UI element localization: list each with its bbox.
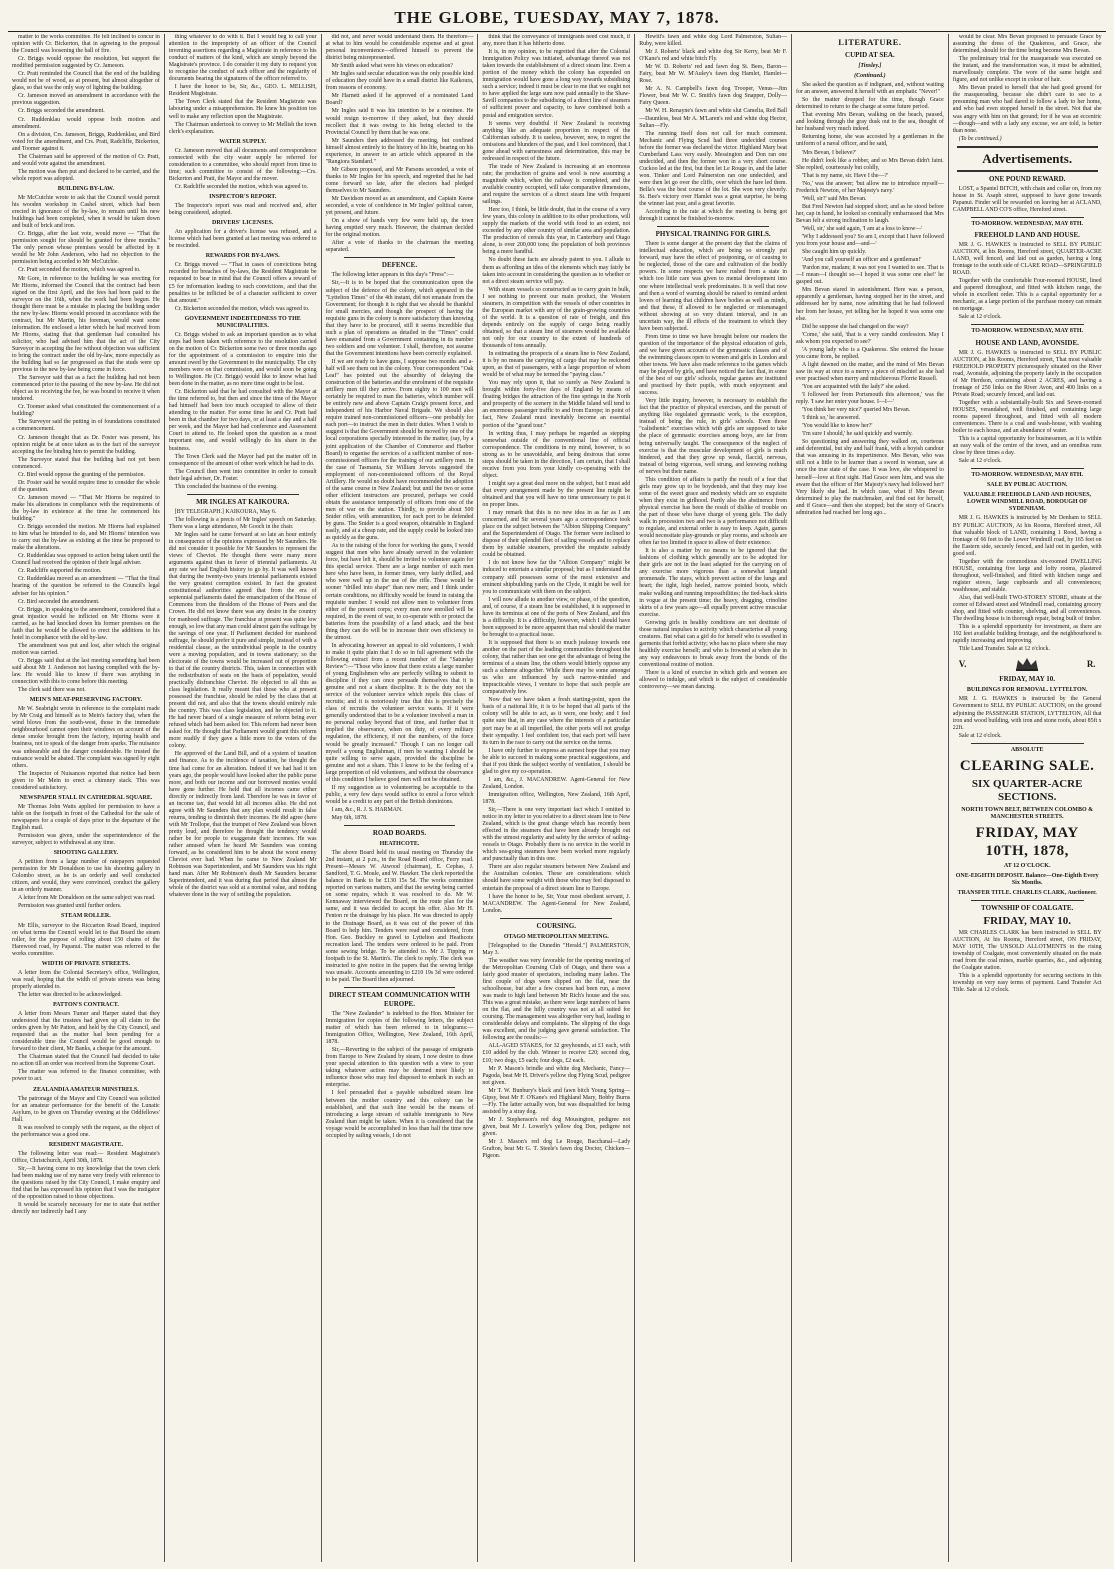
paragraph: He didn't look like a robber, and so Mrs Bevan didn't faint. She replied, courteously but coldly, [795, 157, 944, 171]
section-heading: DRIVERS' LICENSES. [212, 220, 274, 227]
section-heading: TO-MORROW. WEDNESDAY, MAY 8TH. [971, 472, 1084, 479]
paragraph: The weather was very favorable for the opening meeting of the Metropolitan Coursing Club of Otago, and there was a fairly good muster of spectators, including many ladies. The first couple of dogs were slipped on the flat, near the schoolhouse, but after a few courses had been run, a move was made to high land between Mr Rich's house and the sea. This was a great mistake, as there were large numbers of hares on the flat, and the hilly country was not at all suited for coursing. The management was altogether very bad, leading to considerable delays and complaints. The slipping of the dogs was excellent, and the judging gave general satisfaction. The following are the results:— [482, 957, 631, 1042]
column-6 [792, 34, 949, 1562]
section-heading: TO-MORROW. WEDNESDAY, MAY 8TH. [971, 220, 1084, 227]
paragraph: Mr Gore, in reference to the building he was erecting for Mr Hiorns, informed the Council that the contract had been signed on the first April, and the fees had been paid to the surveyor on the 16th, when the work had been begun. He thought there must be a mistake in placing the building under the new by-law. Hiorns would proceed in accordance with the contract, but Mr Martin, his foreman, would want some information. He enclosed a letter which he had received from Mr Hiorns, stating that that gentleman had consulted his solicitor, who had advised him that the act of the City Surveyor in accepting the fee without objection was sufficient to bring the contract under the old by-law, more especially as the building had so far progressed as that the studs were up previous to the new by-law being come in force. [12, 275, 160, 374]
paragraph: The Surveyor stated that the building had not yet been commenced. [12, 456, 160, 470]
paragraph: So questioning and answering they walked on, courteous and deferential, but shy and half frank, with a boyish candour that was amusing in its impertinence. Mrs Bevan, who was still not a little to be learner than a sword in woman, saw at once the true state of the case. It was love, she whispered to herself—love at first sight. Had Grace seen him, and was she aware that the officer of Her Majesty's navy had followed her? Very likely she had. In which case, what if Mrs Bevan determined to play the matchmaker, and find out for herself, and if Grace—and then she stopped; but the story of Grace's admiration had reached her long ago... [795, 439, 944, 516]
paragraph: A letter from Mr Donaldson on the same subject was read. [18, 895, 156, 902]
section-heading: HOUSE AND LAND, AVONSIDE. [975, 338, 1079, 347]
paragraph: Mr P. Mason's brindle and white dog Mechanic, Fancy—Pagoda, beat Mr H. Driver's yellow dog Flying Scud, pedigree not given. [482, 1065, 631, 1086]
paragraph: Sir,—It having come to my knowledge that the town clerk had been making use of my name very freely with reference to the questions raised by the City Council, I make enquiry and find that he has expressed his opinion that I was the instigator of the opposition raised to those objections. [12, 1165, 160, 1201]
paragraph: Together with a substantially-built Six and Seven-roomed HOUSES, verandahed, well finished, and containing large rooms papered throughout, and fitted with all modern conveniences. There is a coal and wash-house, with washing boiler to each house, and an abundance of water. [952, 399, 1102, 435]
paragraph: Mr J. Mason's red dog Le Rouge, Bacchanal—Lady Grafton, beat Mr G. T. Steele's fawn dog Doctor, Chicken—Pigeon. [482, 1139, 631, 1160]
paragraph: Dr. Foster said he would require time to consider the whole of the question. [12, 479, 160, 493]
paragraph: Title Land Transfer. Sale at 12 o'clock. [958, 646, 1050, 653]
paragraph: But Fred Newton had stopped short; and as he stood before her, cap in hand, he looked so comically embarrassed that Mrs Bevan felt a strong inclination to laugh. [795, 203, 944, 224]
section-heading: ONE-EIGHTH DEPOSIT. Balance—One-Eighth Every Six Months. [955, 872, 1099, 886]
paragraph: With steam vessels so constructed as to carry grain in bulk, I see nothing to prevent our main product, the Western steamers, in competition with the vessels of other countries in the European market with any of the grain-growing countries of the world. It is a question of rate of freight, and this depends entirely on the supply of cargo being readily obtained, so that a steam line of steamers would be available not only for our country to the extent of hundreds of thousands of tons annually. [482, 286, 631, 350]
section-heading: COURSING. [536, 921, 577, 930]
paragraph: A letter from Messrs Tumer and Harper stated that they understood that the trustees had given up all claim to the orders given by Mr Patton, and held by the City Council, and requested that as the matter had been pending for a considerable time the Council would be good enough to forward to their client, Mr Banks, a cheque for the amount. [12, 1011, 160, 1053]
separator-rule [500, 918, 612, 919]
paragraph: Sir,—Reverting to the subject of the passage of emigrants from Europe to New Zealand by steam, I now desire to draw your special attention to this question with a view to your taking whatever action may be deemed most likely to influence those who may feel disposed to embark in such an enterprise. [325, 1047, 474, 1089]
section-heading: WATER SUPPLY. [219, 138, 267, 145]
paragraph: I have the honor to be, Sir, &c., GEO. L. MELLISH, Resident Magistrate. [168, 84, 317, 98]
section-heading: DEFENCE. [381, 261, 418, 270]
paragraph: Cr. Jameson moved — "That Mr Hiorns be required to make his alterations in compliance with the requirements of the by-law in existence at the time he commenced his building." [12, 494, 160, 523]
paragraph: The Town Clerk said the Mayor had put the matter off in consequence of the amount of other work which he had to do. [168, 453, 317, 467]
paragraph: Hewitt's fawn and white dog Lord Palmerston, Sultan—Ruby, were killed. [639, 34, 787, 48]
paragraph: 'You are acquainted with the lady?' she asked. [801, 383, 910, 390]
paragraph: MR CHARLES CLARK has been instructed to SELL BY AUCTION, At his Rooms, Hereford street, ON FRIDAY, MAY 10TH, The UNSOLD ALLOTMENTS in the rising township of Coalgate, most conveniently situated on the main road from the coal mines, marble quarries, &c., and adjoining the Coalgate station. [952, 930, 1102, 972]
paragraph: Together with the commodious six-roomed DWELLING HOUSE, containing five large and lofty rooms, plastered throughout, well-finished, and fitted with kitchen range and register stoves, large cupboards and all conveniences; washhouse, and stable. [952, 558, 1102, 593]
paragraph: Mrs Bevan prated to herself that she had good ground for the masquerading, because she didn't care to see to a presuming man who had dared to follow a lady to her home, and who had even stopped herself in the street. Not that she was angry with him on that ground; for if he was an eccentric—though—and with a lady any excuse, we are told, is better than none. [952, 85, 1102, 134]
paragraph: A letter from the Colonial Secretary's office, Wellington, was read, hoping that the width of private streets was being properly attended to. [12, 969, 160, 990]
paragraph: I am, &c., J. MACANDREW. Agent-General for New Zealand, London. [482, 776, 631, 790]
paragraph: According to the rate at which the meeting is being got through it cannot be finished to-morrow. [639, 209, 787, 223]
paragraph: Cr. Ruddenklau would oppose both motion and amendment. [12, 116, 160, 130]
paragraph: matter to the works committee. He felt inclined to concur in opinion with Cr. Bickerton, that in agreeing to the proposal the Council was loosening the ball of fire. [12, 34, 160, 55]
paragraph: The following letter was read:— Resident Magistrate's Office, Christchurch, April 30th, 1878. [12, 1150, 160, 1164]
paragraph: MR J. G. HAWKES is instructed by the General Government to SELL BY PUBLIC AUCTION, on the ground adjoining the PASSENGER STATION, LYTTELTON, All that iron and wood building, with iron and stone roofs, about 85ft x 22ft. [952, 696, 1102, 731]
paragraph: She asked the question as if indignant, and, without waiting for an answer, answered it herself with an emphatic "Never!" [795, 82, 944, 96]
paragraph: Also, that well-built TWO-STOREY STORE, situate at the corner of Edward street and Windmill road, containing grocery shop, and fitted with counter, shelving, and all conveniences. The dwelling house is in thorough repair, being built of timber. [952, 595, 1102, 623]
paragraph: There is some danger at the present day that the claims of intellectual education, which are being so strongly put forward, may have the effect of postponing, or of causing to be neglected, those of the care and cultivation of the bodily powers. In some respects we have rushed from a state in which too little care was given to mental development into one where intellectual work predominates. It is well that now and then a word of warning should be raised to remind ardent lovers of learning that children have bodies as well as minds, and that these, if allowed to be neglected or mismanaged without showing at so very distant interval, and in an uncertain way, the ill effects of the treatment to which they have been subjected. [639, 241, 787, 332]
paragraph: Mr McCutchie wrote to ask that the Council would permit his wooden workshop in Cashel street, which had been erected in ignorance of the by-law, to remain until his new buildings had been completed, when it would be taken down and built of brick and iron. [12, 194, 160, 230]
paragraph: On a show of hands very few were held up, the town having emptied very much. However, the chairman decided for the original motion. [325, 218, 474, 239]
paragraph: So the matter dropped for the time, though Grace determined to return to the charge at some future period. [795, 97, 944, 111]
section-heading: SALE BY PUBLIC AUCTION. [986, 482, 1068, 489]
paragraph: Together with the comfortable Four-roomed HOUSE, lined and papered throughout, and fitted with kitchen range, the whole in excellent order. This is a capital opportunity for a mechanic, as a large portion of the purchase money can remain on mortgage. [952, 278, 1102, 313]
paragraph: Mr Ingles said secular education was the only possible kind of education they could have in a small district like Kaikoura, from reasons of economy. [325, 71, 474, 92]
paragraph: This is a splendid opportunity for securing sections in this township on very easy terms of payment. Land Transfer Act Title. Sale at 12 o'clock. [952, 973, 1102, 994]
paragraph: The Surveyor said the putting in of foundations constituted a commencement. [12, 419, 160, 433]
paragraph: Cr. Jameson thought that as Dr. Foster was present, his opinion might be at once taken as to the fact of the surveyor accepting the fee binding him to permit the building. [12, 434, 160, 455]
paragraph: did not, and never would understand them. He therefore—at what to him would be considerable expense and at great personal inconvenience—offered himself to prevent the district being misrepresented. [325, 34, 474, 62]
paragraph: Mr Ellis, surveyor to the Riccarton Road Board, inquired on what terms the Council would let to that Board the steam roller, for the purpose of rolling about 150 chains of the Harewood road, by Papanui. The matter was referred to the works committee. [12, 922, 160, 957]
paragraph: Permission was granted until further orders. [18, 903, 122, 910]
paragraph: 'A young lady who is a Quakeress. She entered the house you came from, he replied. [795, 346, 944, 360]
paragraph: That evening Mrs Bevan, walking on the beach, paused, and looking through the gray dusk out to the sea, thought of her husband very much indeed. [795, 112, 944, 133]
paragraph: It is supposed that there is so much jealousy towards one another on the part of the leading communities throughout the colony, that rather than see one get the advantage of being the terminus of a steam line, the others would bitterly oppose any such a scheme altogether. While there may be some amongst us who are influenced by such narrow-minded and impracticable views, I venture to hope that such people are comparatively few. [482, 639, 631, 696]
section-heading: CUPID AT SEA. [845, 51, 895, 59]
paragraph: 'You think her very nice?' queried Mrs Bevan. [801, 407, 911, 414]
separator-rule [344, 257, 456, 258]
paragraph: Mr Harnett asked if he approved of a nominated Land Board? [325, 93, 474, 107]
separator-rule [971, 743, 1084, 744]
section-heading: BUILDINGS FOR REMOVAL. LYTTELTON. [966, 687, 1088, 694]
ad-headline: FRIDAY, MAY 10. [983, 915, 1071, 928]
paragraph: (To be continued.) [958, 135, 1002, 142]
section-heading: DIRECT STEAM COMMUNICATION WITH EUROPE. [328, 990, 470, 1008]
section-heading: PATTON'S CONTRACT. [52, 1002, 119, 1008]
section-heading: LITERATURE. [838, 37, 902, 47]
column-1 [8, 34, 165, 1562]
paragraph: 'Pardon me, madam; it was not you I wanted to see. That is—I mean—I thought so—I hoped it was some one else!' he gasped out. [795, 265, 944, 286]
paragraph: Cr. Jameson moved an amendment in accordance with the previous suggestion. [12, 93, 160, 107]
section-heading: ONE POUND REWARD. [988, 174, 1066, 183]
paragraph: The patronage of the Mayor and City Council was solicited for an amateur performance for the benefit of the Lunatic Asylum, to be given on Thursday evening at the Oddfellows' Hall. [12, 1095, 160, 1123]
separator-rule [971, 217, 1084, 218]
paragraph: As to the raising of the force for working the guns, I would suggest that men who have already served in the volunteer force, but have left it, should be invited to volunteer again for this special service. There are a large number of such men here who have been, in former times, very fairly drilled, and who were well up in the use of the rifle. These would be sooner "drilled into shape" than new men; and I think under certain conditions, no difficulty would be found in raising the requisite number. I would not allow men to volunteer from either of the present corps; every man now enrolled will be required, in the event of war, to co-operate with or protect the batteries from the possibility of a land attack, and the best thing they can do will be to increase their own efficiency to the utmost. [325, 543, 474, 641]
paragraph: Mr Thomas John Watts applied for permission to have a table on the footpath in front of the Cathedral for the sale of newspapers for a couple of days prior to the departure of the English mail. [12, 803, 160, 831]
paragraph: Mr J. Roberts' black and white dog Sir Kerry, beat Mr F. O'Kane's red and white bitch Fly. [639, 49, 787, 63]
paragraph: It is also a matter by no means to be ignored that the fashions of clothing which generally are to be adopted for their girls are not in the least adapted for the carrying on of any exercise more vigorous than a somewhat languid promenade. The stays, which prevent action of the lungs and heart; the tight, high heeled, narrow pointed boots, which make walking and running impossibilities; the tied-back skirts in vogue at the present time; the heavy, dragging, crinoline skirts of a few years ago—all equally prevent active muscular exercise. [639, 548, 787, 618]
paragraph: I do not know how far the "Albion Company" might be induced to entertain a similar proposal; but as I understand the company still possesses some of the most extensive and eminent shipbuilding yards on the Clyde, it might be well for you to communicate with them on the subject. [482, 560, 631, 595]
paragraph: The Surveyor said that as a fact the building had not been commenced prior to the passing of the new by-law. He did not object as to receiving the fee, he was bound to receive it when tendered. [12, 375, 160, 403]
paragraph: 'Mrs Bevan, I believe?' [801, 149, 857, 156]
paragraph: Mr T. W. Bunbury's black and fawn bitch Young Spring—Gipsy, beat Mr F. O'Kane's red Highland Mary, Bobby Burns—Fly. The latter actually won, but was disqualified for being assisted by a stray dog. [482, 1087, 631, 1115]
paragraph: I am, &c., R. J. S. HARMAN. [331, 806, 403, 813]
paragraph: Growing girls in healthy conditions are not destitute of those natural impulses to activity which characterise all young creatures. But what can a girl do for herself who is swathed in garments that forbid activity; who has no place where she may healthily exercise herself; and who is frowned at when she in any way endeavours to break away from the bonds of the conventional routine of motion. [639, 619, 787, 668]
paragraph: Mr Ingles said it was his intention to be a nominee. He would resign to-morrow if they asked, but they should recollect that it was owing to his being elected to the Provincial Council by them that he was one. [325, 108, 474, 136]
paragraph: Cr. Bird seconded the amendment. [18, 598, 100, 605]
separator-rule [657, 226, 769, 227]
paragraph: Cr. Briggs said that at the last meeting something had been said about Mr J. Anderson not having complied with the by-law. He would like to know if there was anything in connection with this to come before this meeting. [12, 657, 160, 686]
separator-rule [187, 494, 299, 495]
section-heading: FREEHOLD LAND AND HOUSE. [974, 230, 1080, 239]
paragraph: would be clear. Mrs Bevan proposed to persuade Grace by assuming the dress of the Quakeress, and Grace, she determined, should for the time being become Mrs Bevan. [952, 34, 1102, 55]
paragraph: Mr Gibson proposed, and Mr Parsons seconded, a vote of thanks to Mr Ingles for his speech, and regretted that he had come forward so late, after the electors had pledged themselves to Mr Saunders. [325, 166, 474, 194]
section-heading: RESIDENT MAGISTRATE. [48, 1141, 123, 1148]
section-heading: ROAD BOARDS. [372, 829, 427, 838]
paragraph: The amendment was put and lost, after which the original motion was carried. [12, 642, 160, 656]
paragraph: I may remark that this is no new idea in as far as I am concerned, and Sir several years ago a correspondence took place on the subject between the "Albion Shipping Company" and the Superintendent of Otago. The former were inclined to dispose of their splendid fleet of sailing vessels and to replace them by suitable steamers, provided the requisite subsidy could be obtained. [482, 510, 631, 559]
paragraph: Cr. Jameson moved that all documents and correspondence connected with the city water supply be referred for consideration to a committee, who should report from time to time; such committee to consist of the following:—Crs. Bickerton and Pratt, the Mayor and the mover. [168, 147, 317, 182]
paragraph: Mr W. H. Renayne's fawn and white slut Camelia, Red Ball—Dauntless, beat Mr A. M'Laren's red and white dog Hector, Sultan—Fly. [639, 108, 787, 129]
paragraph: It seems very doubtful if New Zealand is receiving anything like an adequate proportion in respect of the Californian subsidy. It is useless, however, now, to regret the omissions and blunders of the past, and I feel convinced, that I gone ahead with earnestness and determination, this may be redressed in respect of the future. [482, 120, 631, 162]
paragraph: Cr. Radcliffe supported the motion. [18, 568, 102, 575]
paragraph: Mr J. Stephenson's red dog Mousington, pedigree not given, beat Mr J. Lowerly's yellow dog Don, pedigree not given. [482, 1116, 631, 1137]
section-heading: OTAGO METROPOLITAN MEETING. [503, 933, 609, 940]
paragraph: The motion was then put and declared to be carried, and the whole report was adopted. [12, 168, 160, 182]
paragraph: In writing thus, I may perhaps be regarded as stepping somewhat outside of the conventional line of official correspondence. The conditions in my mind, however, is so strong as to be unavoidable, and being desirous that some steps should be taken in the direction, I am certain, that I shall receive from you from your kindly co-operating with the object. [482, 430, 631, 479]
section-heading: VALUABLE FREEHOLD LAND AND HOUSES, LOWER WINDMILL ROAD, BOROUGH OF SYDENHAM. [963, 492, 1092, 513]
paragraph: The Inspector of Nuisances reported that notice had been given to Mr Mein to erect a chimney stack. This was considered satisfactory. [12, 770, 160, 791]
column-7 [949, 34, 1106, 1562]
paragraph: ALL-AGED STAKES, for 32 greyhounds, at £1 each, with £10 added by the club. Winner to receive £20; second dog, £10; two dogs, £5 each; four dogs, £2 each. [482, 1043, 631, 1064]
paragraph: The Town Clerk stated that the Resident Magistrate was labouring under a misapprehension. He knew his position too well to make any reflection upon the Magistrate. [168, 99, 317, 120]
ad-headline-large: FRIDAY, MAY 10TH, 1878, [975, 824, 1079, 859]
paragraph: Cr. Pratt seconded the motion, which was agreed to. [18, 267, 141, 274]
paragraph: Mr Davidson moved as an amendment, and Captain Keene seconded, a vote of confidence in Mr Ingles' political career, yet present, and future. [325, 196, 474, 217]
advertisements-heading: Advertisements. [982, 150, 1073, 166]
section-heading: STEAM ROLLER. [61, 913, 111, 920]
paragraph: Mr W. Seabright wrote in reference to the complaint made by Mr Craig and himself as to Mein's factory that, when the wind blows from the south-west, those in the immediate neighbourhood cannot open their windows on account of the dense smoke brought from the factory, injuring health and business, not to speak of the danger from sparks. The nuisance was unbearable and the danger considerable. He trusted the nuisance would be abated. The complaint was signed by eight others. [12, 706, 160, 769]
paragraph: MR J. G. HAWKES is instructed by Mr Denham to SELL BY PUBLIC AUCTION, At his Rooms, Hereford street, All that valuable block of LAND, containing 1 Rood, having a frontage of 66 feet to the Lower Windmill road, by 165 feet on the Eastern side, securely fenced, and laid out in garden, with good soil. [952, 515, 1102, 557]
paragraph: Here too, I think, be little doubt, that in the course of a very few years, this colony in addition to its other productions, will supply the markets of the world with food to an extent, not exceeded by any other country of similar area and population. The production of cereals this year, in Canterbury and Otago alone, is over 200,000 tons; the population of both provinces being a mere handful. [482, 207, 631, 256]
paragraph: 'You would like to know her?' [801, 423, 873, 430]
paragraph: 'I think so,' he answered. [801, 415, 861, 422]
paragraph: [Telegraphed to the Dunedin "Herald."] PALMERSTON, May 3. [482, 942, 631, 956]
section-heading: NORTH TOWN BELT, BETWEEN COLOMBO & MANCHESTER STREETS. [961, 806, 1094, 820]
section-heading: GOVERNMENT INDEBTEDNESS TO THE MUNICIPALITIES. [184, 315, 301, 329]
paragraph: Very little inquiry, however, is necessary to establish the fact that the practice of physical exercises, and the pursuit of anything like regulated gymnastic work, is the exception, instead of being the rule, in girls' schools. Even those "calisthenic" exercises which with girls are supposed to take the place of gymnastic exercises among boys, are far from being universally taught. The consequence of the neglect of exercise is that the muscular development of girls is much hindered, and that they grow up weak, flaccid, nervous, instead of being vigorous, well strung, and knowing nothing of nerves but their name. [639, 398, 787, 475]
paragraph: Mr Saunders then addressed the meeting, but confined himself almost entirely to the history of his life, bearing on his experience, in answer to an article which appeared in the "Rangiora Standard." [325, 137, 474, 165]
paragraph: Cr. Bird would oppose the granting of the permission. [18, 471, 145, 478]
paragraph: 'I followed her from Portsmouth this afternoon,' was the reply. 'I saw her enter your house. I—I—' [795, 392, 944, 406]
paragraph: 'That is my name, sir. Have I the—?' [801, 172, 889, 179]
column-4 [478, 34, 635, 1562]
section-heading: REWARDS FOR BY-LAWS. [205, 253, 280, 260]
paragraph: Cr. Radcliffe seconded the motion, which was agreed to. [174, 183, 309, 190]
paragraph: I have the honor to be, Sir, Your most obedient servant, J. MACANDREW. The Agent-General for New Zealand, London. [482, 893, 631, 914]
paragraph: Now that we have taken a fresh starting-point, upon the basis of a national life, it is to be hoped that all parts of the colony will be able to act, as it were, one body; and I feel quite sure that, in any case where the interests of a particular port may be at all imperilled, the other ports will not grudge their sympathy. I feel confident too, that each port will have its turn in the race to carry out the service on the terms. [482, 697, 631, 746]
ad-headline: SIX QUARTER-ACRE SECTIONS. [971, 777, 1083, 803]
section-heading: HEATHCOTE. [379, 841, 420, 848]
paragraph: The above Board held its usual meeting on Thursday the 2nd instant, at 2 p.m., in the Road Board office, Ferry road. Present—Messrs W. Atwood (chairman), E. Cephas, J. Sandford, T. G. Moule, and W. Hawker. The clerk reported the balance in Bank to be £130 15s 5d. The works committee reported on various matters, and that the sewing being carried on some repairs, which it was resolved to do. Mr W. Kennaway interviewed the Board, on the route plan for the same, and it was decided to accept his offer. Also Mr H. Fenton re the drainage by his place. He was directed to apply to the Drainage Board, as it was out of the power of this Board to help him. Tenders were read and considered, from Hon. Geo. Buckley re gravel to Lyttelton and Heathcote recreation land. The tenders were ordered to be paid. From some sewing bridge. To be attended to. Mr J. Tipping re footpath to the St. Martin's. The clerk to reply. The clerk was instructed to give notice in the papers that the sewing bridge was unsafe. Accounts amounting to £210 19s 3d were ordered to be paid. The Board then adjourned. [325, 850, 474, 983]
paragraph: A light dawned on the matter, and the mind of Mrs Bevan saw its way at once to a merry a piece of mischief as she had ever practised when merry and mischievous Florrie Russell. [795, 361, 944, 382]
paragraph: She caught him up quickly. [801, 249, 867, 256]
separator-rule [344, 825, 456, 826]
paragraph: thing whatever to do with it. But I would beg to call your attention to the impropriety of an officer of the Council inventing assertions regarding a Magistrate in reference to his conduct of matters of the kind, which are simply beyond the Magistrate's province. I do consider it my duty to request you to recognise the conduct of such officer and the regularity of documents bearing the signatures of the officer referred to. [168, 34, 317, 83]
paragraph: If my suggestion as to volunteering be acceptable to the public, a very few days would suffice to enrol a force which would be a credit to any part of the British dominions. [325, 784, 474, 805]
section-heading: ABSOLUTE [1010, 746, 1044, 753]
paragraph: Mr Smith asked what were his views on education? [331, 63, 453, 70]
paragraph: You may rely upon it, that so surely as New Zealand is brought within forty-five days of England by means of floating bridges the attraction of the fine springs in the North and prosperity of the scenery in the Middle Island will tend to an enormous passenger traffic to and from Europe; in point of fact, New Zealand must inevitably become an essential portion of the "grand tour." [482, 380, 631, 429]
separator-rule [971, 900, 1084, 901]
paragraph: If we are ready to have guns, I suppose two months and a-half will see them out in the colony. Your correspondent "Oak Leaf" has pointed out the absurdity of delaying the construction of the batteries and the enrolment of the requisite artillery men till they arrive. From eighty to 100 men will certainly be required to man the batteries, which number will be entirely new and above Captain Craig's present force, and independent of his Harbor Naval Brigade. We should also require trained non-commissioned officers—one probably for each port—to instruct the men in their duties. When I wish to suggest is that the Government should be moved by one of the local corporations specially interested in the matter, (say, by a joint application of the Chamber of Commerce and Harbor Board) to organise the services of a sufficient number of non-commissioned officers for the training of our artillery men. In the case of Tasmania, Sir William Jervois suggested the employment of non-commissioned officers of the Royal Artillery. He would no doubt have recommended the adoption of the same course in New Zealand; but until the two or some other efficient instructors are procured, perhaps we could obtain the assistance temporarily of officers from one of the men of war on the station. Thirdly, to provide about 500 Snider rifles, with ammunition, for each port to be defended by guns. The Snider is a good weapon, obtainable in England easily, and at a cheap rate, and the supply could be looked into as quickly as the guns. [325, 358, 474, 542]
paragraph: Sale at 12 o'clock. [958, 732, 1002, 739]
paragraph: 'Well, sir?' said Mrs Bevan. [801, 195, 867, 202]
paragraph: Mr W. D. Roberts' red and fawn dog St. Bees, Baron—Fairy, beat Mr W. M'Auley's fawn dog Hamlet, Hamlet—Rose. [639, 64, 787, 85]
paragraph: Cr. Ruddenklau was opposed to action being taken until the Council had received the opinion of their legal adviser. [12, 553, 160, 567]
paragraph: MR J. G. HAWKES is instructed to SELL BY PUBLIC AUCTION, at his Rooms, Hereford street, That most valuable FREEHOLD PROPERTY picturesquely situated on the River road, Avonside, adjoining the property lately in the occupation of Mr Herdson, containing about 2 ACRES, and having a frontage of 250 links on the River Avon, and 400 links on a Private Road; securely fenced, and laid out. [952, 349, 1102, 398]
paragraph: The following is a precis of Mr Ingles' speech on Saturday. There was a large attendance, Mr Gooch in the chair. [168, 516, 317, 530]
paragraph: 'And you call yourself an officer and a gentleman!' [801, 257, 922, 264]
paragraph: Cr. Briggs moved — "That in cases of convictions being recorded for breaches of by-laws, the Resident Magistrate be requested to bear in mind that the Council offers a reward of £5 for information leading to such convictions, and that the penalties to be inflicted be of a character sufficient to cover that amount." [168, 262, 317, 304]
paragraph: I have only further to express an earnest hope that you may be able to succeed in making some practical suggestions, and that if you think the subject worthy of ventilation, I should be glad to give my co-operation. [482, 747, 631, 775]
masthead-rule [8, 31, 1106, 32]
paragraph: The letter was directed to be acknowledged. [18, 991, 122, 998]
section-heading: NEWSPAPER STALL IN CATHEDRAL SQUARE. [19, 794, 153, 801]
paragraph: A petition from a large number of ratepayers requested permission for Mr Donaldson to use his shooting gallery in Colombo street, as he is an orderly and well conducted citizen, and would, they were convinced, conduct the gallery in an orderly manner. [12, 859, 160, 894]
paragraph: Cr. Briggs seconded the amendment. [18, 108, 105, 115]
paragraph: He approved of the Land Bill, and of a system of taxation and finance. As to the incidence of taxation, he thought the time had come for an alteration. Indeed if we had had it ten years ago, the people would have looked after the public purse more, and both our income and our borrowed monies would have gone further. He held that all incomes came either directly or indirectly from land. Therefore he was in favor of an income tax, that would hit all incomes alike. He did not agree with Mr Saunders that any plan would result in false returns, tending to diminish their incomes. He did agree (here with Mr Trollope, that the trumpet of New Zealand was blown pretty loud, and therefore he thought the tendency would rather be for people to exaggerate their incomes. He was rather amused when he heard Mr Saunders was coming forward, as he considered him to be about the worst enemy Cheviot ever had. When he came to New Zealand Mr Robinson was Superintendent, and Mr Saunders was his right hand man. After Mr Robinson's death Mr Saunders became Superintendent, and it was during that period that almost the whole of the district was sold at a nominal value, and nothing whatever done in the way of settling the population. [168, 751, 317, 899]
paragraph: This concluded the business of the evening. [174, 483, 278, 490]
paragraph: 'Why I addressed you? So am I, except that I have followed you from your house and—and—' [795, 234, 944, 248]
paragraph: The "New Zealander" is indebted to the Hon. Minister for Immigration for copies of the following letters, the subject matter of which has been referred to in telegrams:— Immigration Office, Wellington, New Zealand, 16th April, 1878. [325, 1010, 474, 1046]
paragraph: From time to time we have brought before our readers the question of the importance of the physical education of girls, and we have given accounts of the gymnastic classes and of the swimming classes open to women and girls in London and other towns. We have also made reference to the games which may be played by girls, and have noticed the fact that, in some of the best of our girls' schools, regular games are instituted and practised by their pupils, with much enjoyment and success. [639, 333, 787, 397]
section-heading: WIDTH OF PRIVATE STREETS. [41, 960, 131, 967]
paragraph: No doubt these facts are already patent to you. I allude to them as affording an idea of the elements which may fairly be taken into account in considering the question as to whether or not a direct steam service will pay. [482, 257, 631, 285]
paragraph: Immigration office, Wellington, New Zealand, 16th April, 1878. [482, 791, 631, 805]
section-heading: TO-MORROW. WEDNESDAY, MAY 8TH. [971, 328, 1084, 335]
paragraph: Sir,—It is to be hoped that the communication upon the subject of the defence of the colony, which appeared in the "Lyttelton Times" of the 4th instant, did not emanate from the Government; for though it is right that we should be thankful for small mercies, and though the prospect of having the requisite guns in the colony is more satisfactory than knowing that they have to be procured, still it seems incredible that such a plan of operations as detailed in the "Times" could have emanated from a Government containing in its number two soldiers and one volunteer. I shall, therefore, not assume that the Government intentions have been correctly explained. [325, 280, 474, 357]
crown-icon [1014, 656, 1040, 672]
emblem-letter-r: R. [1086, 658, 1096, 669]
paragraph: Cr. Bickerton seconded the motion, which was agreed to. [174, 305, 310, 312]
paragraph: LOST, a Spaniel BITCH, with chain and collar on, from my house in St. Asaph street, supposed to have gone towards Papanui. Finder will be rewarded on leaving her at ACLAND, CAMPBELL AND CO'S office, Hereford street. [952, 185, 1102, 213]
paragraph: The Chairman stated that the Council had decided to take no action till an order was received from the Supreme Court. [12, 1054, 160, 1068]
section-heading: AT 12 O'CLOCK. [1003, 862, 1051, 869]
separator-rule [971, 324, 1084, 325]
paragraph: 'I'm sure I should,' he said quickly and warmly. [801, 431, 913, 438]
paragraph: On a division, Crs. Jameson, Briggs, Ruddenklau, and Bird voted for the amendment, and Crs. Pratt, Radcliffe, Bickerton, and Toomer against it. [12, 131, 160, 152]
paragraph: There is a kind of exercise in which girls and women are allowed to indulge, and which is the subject of considerable controversy—we mean dancing. [639, 670, 787, 691]
paragraph: Cr. Briggs wished to ask an important question as to what steps had been taken with reference to the resolution carried on the motion of Cr. Bickerton some two or three months ago for the appointment of a commission to enquire into the amount owed by the Government to the municipality. The city members were on that commission, and would soon be going to Wellington. He (Cr. Briggs) would like to know what had been done in the matter, as no more time ought to be lost. [168, 331, 317, 388]
paragraph: Cr. Bickerton said that he had consulted with the Mayor at the time referred to, but then and since the time of the Mayor had himself had been too much occupied to allow of their attending to the matter. For some time he and Cr. Pratt had been in that chamber for two days, or at least a day and a half per week, and the Mayor had had conference and Assessment Court to attend to. He looked upon the question as a most important one, and would willingly do his share in the business. [168, 389, 317, 452]
paragraph: The Chairman said he approved of the motion of Cr. Pratt, and would vote against the amendment. [12, 153, 160, 167]
paragraph: The following letter appears in this day's "Press":— [331, 272, 454, 279]
column-5 [635, 34, 792, 1562]
section-heading: PHYSICAL TRAINING FOR GIRLS. [655, 230, 771, 239]
paragraph: Cr. Briggs, in speaking to the amendment, considered that a great injustice would be inflicted on Mr Hiorns were it carried, as he had knocked down his former premises on the faith that he would be allowed to erect the additions to his hotel in compliance with the old by-law. [12, 606, 160, 641]
ad-headline-large: CLEARING SALE. [959, 757, 1095, 774]
paragraph: Cr. Toomer asked what constituted the commencement of a building? [12, 404, 160, 418]
paragraph: It was resolved to comply with the request, as the object of the performance was a good one. [12, 1124, 160, 1138]
section-heading: INSPECTOR'S REPORT. [209, 193, 277, 200]
paragraph: After a vote of thanks to the chairman the meeting separated. [325, 240, 474, 254]
section-heading: (Continued.) [854, 73, 886, 80]
paragraph: 'No,' was the answer; 'but allow me to introduce myself—Frederick Newton, of her Majesty's navy.' [795, 180, 944, 194]
paragraph: Did he suppose she had changed on the way? [801, 323, 909, 330]
paragraph: This is a capital opportunity for businessmen, as it is within an easy walk of the centre of the town, and an omnibus runs close by three times a day. [952, 436, 1102, 457]
paragraph: think that the conveyance of immigrants need cost much, if any, more than it has hitherto done. [482, 34, 631, 48]
separator-rule [344, 987, 456, 988]
paragraph: It is, in my opinion, to be regretted that after the Colonial Immigration Policy was initiated, advantage thereof was not taken towards the establishment of a direct steam line. Even a portion of the money which the colony has expended on immigration would have gone a long way towards subsidising such a service; indeed it must be clear to me that we ought not to have applied the large sum now paid annually to the Shaw-Savill companies to the subsidising of a direct line of steamers of sufficient power and capacity, to have combined both a postal and emigration service. [482, 49, 631, 119]
paragraph: I might say a great deal more on the subject, but I must add that every arrangement made by the present line might be obtained and that you will have no time unnecessary to put it on proper lines. [482, 480, 631, 509]
paragraph: The clerk said there was not. [18, 687, 86, 694]
column-2 [165, 34, 322, 1562]
section-heading: MR INGLES AT KAIKOURA. [196, 497, 290, 506]
paragraph: Sir,—There is one very important fact which I omitted to notice in my letter to you relative to a direct steam line to New Zealand, which is the great change which has recently been effected in the steamers that have been already brought out with the utmost regularity and safety by the service of sailing-vessels to Otago. Probably there is no service in the world in which sea-going steamers have been worked more regularly and punctually than in this one. [482, 807, 631, 863]
paragraph: The matter was referred to the finance committee, with power to act. [12, 1069, 160, 1083]
paragraph: This condition of affairs is partly the result of a fear that girls may grow up to be boydenish, and that they may lose some of the sweet grace and modesty which are so exquisite when they exist in girlhood. Partly also the abstinence from physical exercise has been the result of dislike of trouble on the part of those who have charge of young girls. The daily walk in procession two and two is a performance not difficult to regulate, and external order is easy to keep. Again, games would necessitate play-grounds or play rooms, and schools are often far too limited in space to allow of their existence. [639, 476, 787, 547]
paragraph: I feel persuaded that a payable subsidized steam line between the mother country and this colony can be established, and that such line would be the means of introducing a large stream of suitable immigrants to New Zealand than might be taken. When it is considered that the voyage would be accomplished in less than half the time now occupied by sailing vessels, I do not [325, 1090, 474, 1139]
paragraph: 'Come,' she said, 'that is a very candid confession. May I ask whom you expected to see?' [795, 331, 944, 345]
paragraph: Mr A. N. Campbell's fawn dog Trooper, Venus—Jim Flower, beat Mr W. C. Smith's fawn dog Snapper, Dolly—Fairy Queen. [639, 86, 787, 107]
paragraph: Permission was given, under the superintendence of the surveyor, subject to withdrawal at any time. [12, 833, 160, 847]
royal-arms-emblem [959, 656, 1096, 672]
paragraph: Mrs Bevan stared in astonishment. Here was a person, apparently a gentleman, having stopped her in the street, and addressed her by name, now admitting that he had followed her from her house, yet telling her he hoped it was some one else. [795, 287, 944, 322]
paragraph: Cr. Ruddenklau moved as an amendment — "That the final hearing of the question be referred to the Council's legal adviser for his opinion." [12, 576, 160, 597]
column-3 [322, 34, 479, 1562]
paragraph: Returning home, she was accosted by a gentleman in the uniform of a naval officer, and he said, [795, 134, 944, 148]
double-rule [957, 146, 1098, 148]
paragraph: Cr. Pratt reminded the Council that the end of the building would not be of wood, as at present, but almost altogether of glass, so that was the only way of lighting the building. [12, 71, 160, 92]
paragraph: An application for a driver's license was refused, and a license which had been granted at last meeting was ordered to be rescinded. [168, 229, 317, 250]
separator-rule [971, 468, 1084, 469]
paragraph: Cr. Briggs, after the last vote, would move — "That the permission sought for should be granted for three months." The only person whose premises would be affected by it would be Mr John Anderson, who had no objection to the permission being accorded to Mr McCutchie. [12, 231, 160, 266]
double-rule [957, 170, 1098, 172]
paragraph: Cr. Briggs seconded the motion. Mr Hiorns had explained to him what he intended to do, and Mr Hiorns' intention was to carry out the by-law as existing at the time he proposed to make the alterations. [12, 524, 160, 552]
section-heading: BUILDING BY-LAW. [57, 185, 115, 192]
section-heading: MEIN'S MEAT-PRESERVING FACTORY. [29, 697, 143, 704]
paragraph: In estimating the prospects of a steam line to New Zealand, it is by no means the carrying of cargo that may be reckoned upon, as that of passengers, with a large proportion of whom would be of what may be termed the "paying class." [482, 351, 631, 379]
paragraph: It would be scarcely necessary for me to state that neither directly nor indirectly had I any [12, 1202, 160, 1216]
paragraph: Mr Ingles said he came forward at so late an hour entirely in consequence of the opinions expressed by Mr Saunders. He did not consider it possible for Mr Saunders to represent the views of Cheviot. He thought there were many more arguments against than in favor of triennial parliaments. At any rate we had English history to go by. It was well known that during the twenty-two years triennial parliaments existed the very greatest corruption existed. In fact the greatest constitutional authorities agreed that from the era of septennial parliaments dated the emancipation of the House of Commons from the thraldom of the House of Peers and the Crown. He did not know there was any desire in the country for manhood suffrage. The franchise at present was quite low enough, so low that any man could almost gain the suffrage by the savings of one year. If Parliament decided for manhood suffrage, he should prefer it pure and simple, instead of with a residential clause, as the unindividual people in the country were a moving population, and in towns stationary; so the electorate of the towns would be increased out of proportion to that of the country districts. This, taken in connection with the redistribution of seats on the basis of population, would practically disfranchise Cheviot. He objected to all this as class legislation. It really meant that those who at present possessed the franchise, should be ruled by the class that at present did not, and also that the towns should entirely rule the country. This was class legislation, and he objected to it. He had never heard of a single measure of reform being ever refused which had been asked for. This reform had never been asked for. He thought that Parliament would grant this reform more readily if they gave a little more to the voters of the colony. [168, 531, 317, 750]
paragraph: There are also regular steamers between New Zealand and the Australian colonies. These are considerations which should have some weight with those who may feel disposed to entertain the proposal of a direct steam line to Europe. [482, 864, 631, 892]
section-heading: [Tinsley.] [858, 63, 882, 69]
paragraph: The Inspector's report was read and received and, after being considered, adopted. [168, 203, 317, 217]
section-heading: ZEALANDIA AMATEUR MINSTRELS. [33, 1086, 139, 1093]
paragraph: Sale at 12 o'clock. [958, 314, 1002, 321]
paragraph: 'Well, sir,' she said again, 'I am at a loss to know—' [801, 225, 923, 232]
paragraph: The preliminary trial for the masquerade was executed on the instant, and the transformation was, it must be admitted, marvellously complete. The wore of the same height and figure, and not unlike except in colour of hair. [952, 56, 1102, 84]
masthead: THE GLOBE, TUESDAY, MAY 7, 1878. [394, 8, 720, 27]
paragraph: [BY TELEGRAPH.] KAIKOURA, May 6. [174, 508, 277, 515]
paragraph: This is a splendid opportunity for investment, as there are 192 feet available building frontage, and the neighbourhood is rapidly increasing and improving. [952, 624, 1102, 645]
section-heading: TRANSFER TITLE. CHARLES CLARK, Auctioneer. [957, 889, 1097, 896]
paragraph: Sale at 12 o'clock. [958, 458, 1002, 465]
paragraph: The trade of New Zealand is increasing at an enormous rate; the production of grains and wool is now assuming a magnitude which, when the railway is completed, and the available country occupied, will take comparative dimensions, and require the services of a direct steam line with frequent sailings. [482, 163, 631, 206]
paragraph: The running itself does not call for much comment. Mechanic and Flying Scud had three undecided courses before the former was declared the victor. Highland Mary beat Cumberland Lass very easily. Messington and Don ran one undecided, and then the former won in a very short course. Cuckoo led at the first, but then let Le Rouge in, and the latter won. Tinker and Lord Palmerston ran one undecided, and were then let go over the cliffs, over which the hare led them. Bella's was the best course of the lot. She won very cleverly. St. Bee's victory over Hamlet was a great surprise, he being the winner last year, and a great favorite. [639, 130, 787, 208]
paragraph: I will now allude to another view, or phase, of the question, and, of course, if a steam line be established, it is supposed to have its terminus at one of the ports of New Zealand, and this is a difficulty. It is a difficulty, however, which I should have been supposed to be more apparent than real should the matter be brought to a practical issue. [482, 596, 631, 638]
paragraph: The Chairman undertook to convey to Mr Mellish the town clerk's explanation. [168, 121, 317, 135]
paragraph: May 6th, 1878. [331, 814, 368, 821]
section-heading: TOWNSHIP OF COALGATE. [981, 904, 1074, 913]
columns [8, 34, 1106, 1562]
paragraph: The Council then went into committee in order to consult their legal adviser, Dr. Foster. [168, 468, 317, 482]
paragraph: In advocating however an appeal to old volunteers, I wish to make it quite plain that I do so in full agreement with the following extract from a recent number of the "Saturday Review":—"Those who know that there exists a large number of young Englishmen who are perfectly willing to submit to discipline if they can once persuade themselves that it is genuine and not a sham discipline. It is the duty not the service of the volunteer service which repels this class of recruits; and it is notoriously true that this is precisely the class of recruits the volunteer service wants. If it were generally understood that to be a volunteer involved a man in no personal outlay beyond that of time, and further that it implied the observance, when on duty, of every military regulation, the efficiency, if not the numbers, of the force would be greatly increased." Though I can no longer call myself a young Englishman, if men be wanting I should be quite willing to serve again, provided the discipline be genuine and not a sham. This I know to be the feeling of a large proportion of old volunteers, and without the observance of this condition I believe good men will not be obtained. [325, 642, 474, 783]
section-heading: SHOOTING GALLERY. [53, 850, 119, 857]
emblem-letter-v: V. [958, 658, 967, 669]
section-heading: FRIDAY, MAY 10. [999, 675, 1056, 684]
paragraph: MR J. G. HAWKES is instructed to SELL BY PUBLIC AUCTION, at his Rooms, Hereford street, QUARTER-ACRE LAND, well fenced, and laid out as garden, having a long frontage to the south side of CLARE ROAD—SPRINGFIELD ROAD. [952, 241, 1102, 277]
paragraph: Cr. Briggs would oppose the resolution, but support the modified permission suggested by Cr. Jameson. [12, 56, 160, 70]
